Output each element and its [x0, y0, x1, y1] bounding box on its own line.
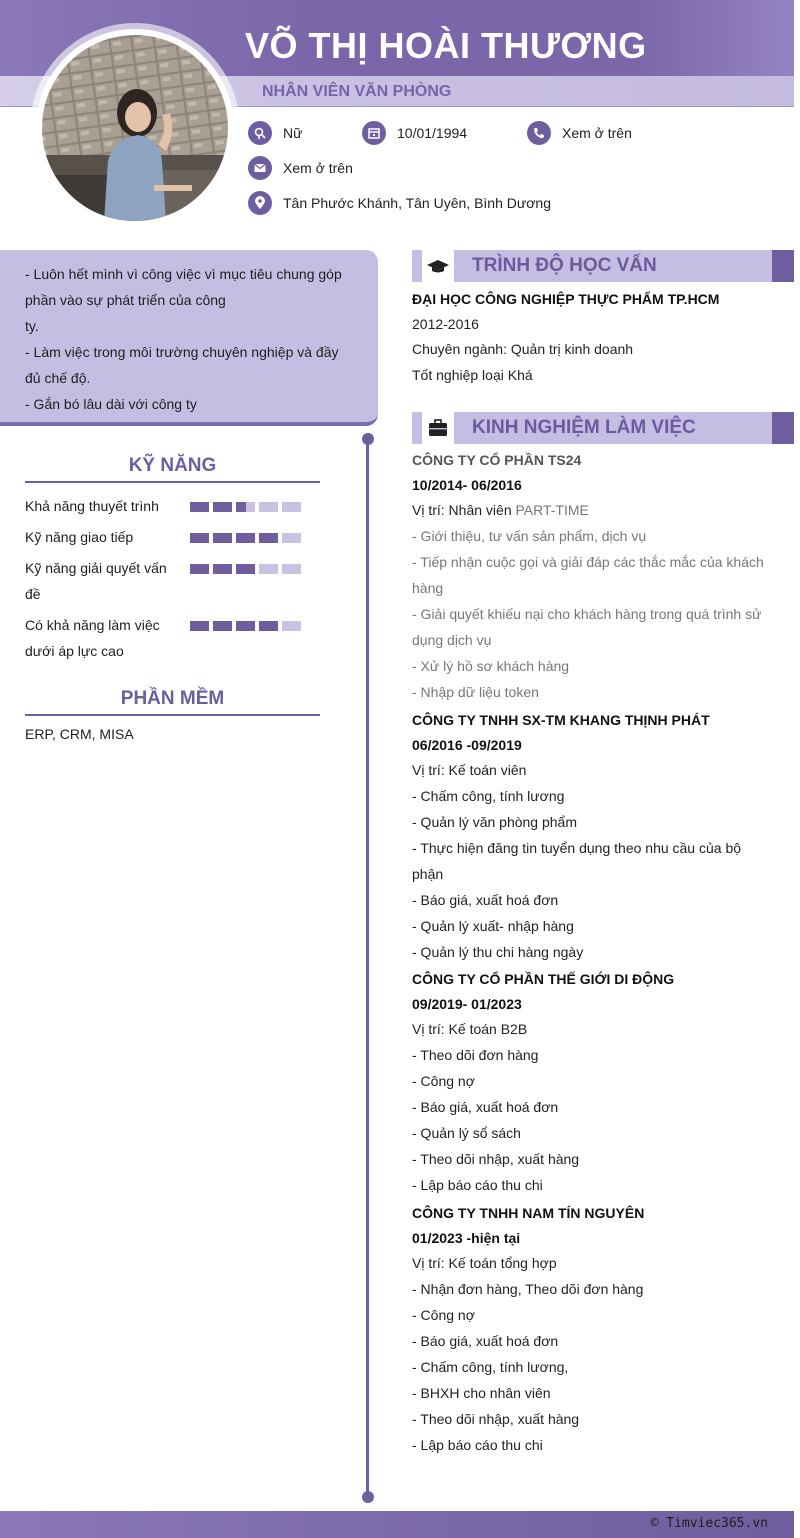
skill-segment	[259, 564, 278, 574]
skill-segment	[236, 533, 255, 543]
candidate-name: VÕ THỊ HOÀI THƯƠNG	[245, 25, 647, 66]
skill-segment	[213, 533, 232, 543]
job-duty: hàng	[412, 580, 444, 596]
header-end	[772, 412, 794, 444]
email-value: Xem ở trên	[283, 160, 353, 176]
skill-segment	[259, 502, 278, 512]
avatar	[42, 35, 228, 221]
candidate-title: NHÂN VIÊN VĂN PHÒNG	[262, 83, 452, 100]
skill-segment-fill	[213, 533, 232, 543]
job-period: 09/2019- 01/2023	[412, 996, 522, 1012]
skill-segment-fill	[259, 533, 278, 543]
objective-line: đủ chế độ.	[25, 370, 91, 386]
job-duty: - Quản lý xuất- nhập hàng	[412, 918, 574, 934]
school-major: Chuyên ngành: Quản trị kinh doanh	[412, 341, 634, 357]
timeline-line	[366, 439, 369, 1497]
skill-rating	[190, 533, 301, 543]
job-period: 10/2014- 06/2016	[412, 477, 522, 493]
skill-segment-fill	[190, 564, 209, 574]
skill-segment	[190, 533, 209, 543]
skill-segment	[259, 621, 278, 631]
skill-segment	[282, 502, 301, 512]
location-icon	[248, 191, 272, 215]
job-duty: - Công nợ	[412, 1307, 475, 1323]
job-duty: - Giới thiệu, tư vấn sản phẩm, dịch vụ	[412, 528, 647, 544]
job-period: 01/2023 -hiện tại	[412, 1230, 521, 1246]
job-duty: - Giải quyết khiếu nại cho khách hàng trong quá trình sử	[412, 606, 762, 622]
timeline-dot-top	[362, 433, 374, 445]
skill-segment-fill	[236, 564, 255, 574]
objective-line: phần vào sự phát triển của công	[25, 292, 226, 308]
briefcase-icon	[426, 418, 450, 438]
job-duty: - Quản lý văn phòng phẩm	[412, 814, 577, 830]
job-company: CÔNG TY CỔ PHẦN TS24	[412, 452, 582, 468]
job-period: 06/2016 -09/2019	[412, 737, 522, 753]
skill-segment	[190, 621, 209, 631]
job-duty: - Theo dõi đơn hàng	[412, 1047, 539, 1063]
skill-rating	[190, 564, 301, 574]
objective-line: - Gắn bó lâu dài với công ty	[25, 396, 197, 412]
skill-segment-fill	[236, 533, 255, 543]
objective-line: ty.	[25, 318, 39, 334]
skill-segment-fill	[236, 621, 255, 631]
objective-line: - Luôn hết mình vì công việc vì mục tiêu chung góp	[25, 266, 342, 282]
skill-segment	[213, 621, 232, 631]
job-duty: - Báo giá, xuất hoá đơn	[412, 892, 559, 908]
skill-segment-fill	[259, 621, 278, 631]
software-divider	[25, 714, 320, 716]
header-accent	[412, 250, 422, 282]
skill-name-cont: đề	[25, 586, 41, 602]
gender-value: Nữ	[283, 125, 303, 141]
skill-rating	[190, 502, 301, 512]
footer-watermark[interactable]: © Timviec365.vn	[650, 1516, 768, 1531]
skill-segment	[236, 502, 255, 512]
job-position: Vị trí: Kế toán tổng hợp	[412, 1255, 557, 1271]
job-position	[412, 501, 772, 519]
job-duty: - Nhận đơn hàng, Theo dõi đơn hàng	[412, 1281, 644, 1297]
skill-segment-fill	[190, 502, 209, 512]
job-duty: - Thực hiện đăng tin tuyển dụng theo nhu cầu của bộ	[412, 840, 742, 856]
education-header	[412, 250, 794, 282]
school-grade: Tốt nghiệp loại Khá	[412, 367, 533, 383]
job-duty: - Tiếp nhận cuộc gọi và giải đáp các thắc mắc của khách	[412, 554, 764, 570]
job-duty: - Lập báo cáo thu chi	[412, 1437, 543, 1453]
job-position: Vị trí: Kế toán B2B	[412, 1021, 528, 1037]
experience-header	[412, 412, 794, 444]
objective-line: - Làm việc trong môi trường chuyên nghiệp và đầy	[25, 344, 339, 360]
skill-segment	[213, 564, 232, 574]
job-company: CÔNG TY CỔ PHẦN THẾ GIỚI DI ĐỘNG	[412, 971, 675, 987]
job-company: CÔNG TY TNHH NAM TÍN NGUYÊN	[412, 1205, 645, 1221]
skill-segment-fill	[190, 621, 209, 631]
skill-segment-fill	[236, 502, 246, 512]
skill-segment	[236, 564, 255, 574]
email-icon	[248, 156, 272, 180]
skill-segment-fill	[213, 621, 232, 631]
education-title: TRÌNH ĐỘ HỌC VẤN	[472, 255, 657, 276]
position-value: PART-TIME	[515, 502, 589, 518]
skill-name: Có khả năng làm việc	[25, 617, 160, 633]
skill-name: Kỹ năng giao tiếp	[25, 529, 134, 545]
skill-segment	[236, 621, 255, 631]
job-duty: - Công nợ	[412, 1073, 475, 1089]
job-duty: - Nhập dữ liệu token	[412, 684, 539, 700]
skill-segment-fill	[213, 502, 232, 512]
position-label: Vị trí: Nhân viên	[412, 502, 516, 518]
birthday-value: 10/01/1994	[397, 125, 468, 141]
skill-segment	[190, 564, 209, 574]
job-duty: - Chấm công, tính lương,	[412, 1359, 569, 1375]
skill-segment	[190, 502, 209, 512]
skill-segment	[282, 533, 301, 543]
footer-band	[0, 1511, 794, 1538]
experience-title: KINH NGHIỆM LÀM VIỆC	[472, 417, 696, 438]
skill-segment	[282, 621, 301, 631]
job-duty: - Báo giá, xuất hoá đơn	[412, 1333, 559, 1349]
job-position: Vị trí: Kế toán viên	[412, 762, 527, 778]
header-accent	[412, 412, 422, 444]
job-duty: - Theo dõi nhập, xuất hàng	[412, 1411, 580, 1427]
job-duty: - BHXH cho nhân viên	[412, 1385, 551, 1401]
header-end	[772, 250, 794, 282]
skill-name-cont: dưới áp lực cao	[25, 643, 124, 659]
skill-rating	[190, 621, 301, 631]
skills-title: KỸ NĂNG	[128, 455, 217, 476]
skill-segment-fill	[213, 564, 232, 574]
phone-value: Xem ở trên	[562, 125, 632, 141]
skill-name: Kỹ năng giải quyết vấn	[25, 560, 167, 576]
job-duty: - Theo dõi nhập, xuất hàng	[412, 1151, 580, 1167]
phone-icon	[527, 121, 551, 145]
avatar-frame	[36, 29, 234, 227]
job-duty: - Chấm công, tính lương	[412, 788, 565, 804]
job-duty: - Lập báo cáo thu chi	[412, 1177, 543, 1193]
career-objective	[0, 250, 378, 426]
job-duty: - Quản lý sổ sách	[412, 1125, 521, 1141]
skills-divider	[25, 481, 320, 483]
graduation-cap-icon	[426, 256, 450, 276]
timeline-dot-bottom	[362, 1491, 374, 1503]
skill-segment-fill	[190, 533, 209, 543]
calendar-icon	[362, 121, 386, 145]
software-list: ERP, CRM, MISA	[25, 726, 134, 742]
gender-icon	[248, 121, 272, 145]
school-name: ĐẠI HỌC CÔNG NGHIỆP THỰC PHẨM TP.HCM	[412, 291, 720, 307]
job-duty: - Quản lý thu chi hàng ngày	[412, 944, 584, 960]
software-title: PHẦN MỀM	[120, 688, 225, 709]
skill-segment	[259, 533, 278, 543]
skill-segment	[213, 502, 232, 512]
job-duty: dụng dịch vụ	[412, 632, 492, 648]
job-duty: phận	[412, 866, 444, 882]
skill-name: Khả năng thuyết trình	[25, 498, 159, 514]
job-duty: - Xử lý hồ sơ khách hàng	[412, 658, 570, 674]
job-duty: - Báo giá, xuất hoá đơn	[412, 1099, 559, 1115]
address-value: Tân Phước Khánh, Tân Uyên, Bình Dương	[283, 195, 551, 211]
job-company: CÔNG TY TNHH SX-TM KHANG THỊNH PHÁT	[412, 712, 710, 728]
skill-segment	[282, 564, 301, 574]
school-period: 2012-2016	[412, 316, 479, 332]
